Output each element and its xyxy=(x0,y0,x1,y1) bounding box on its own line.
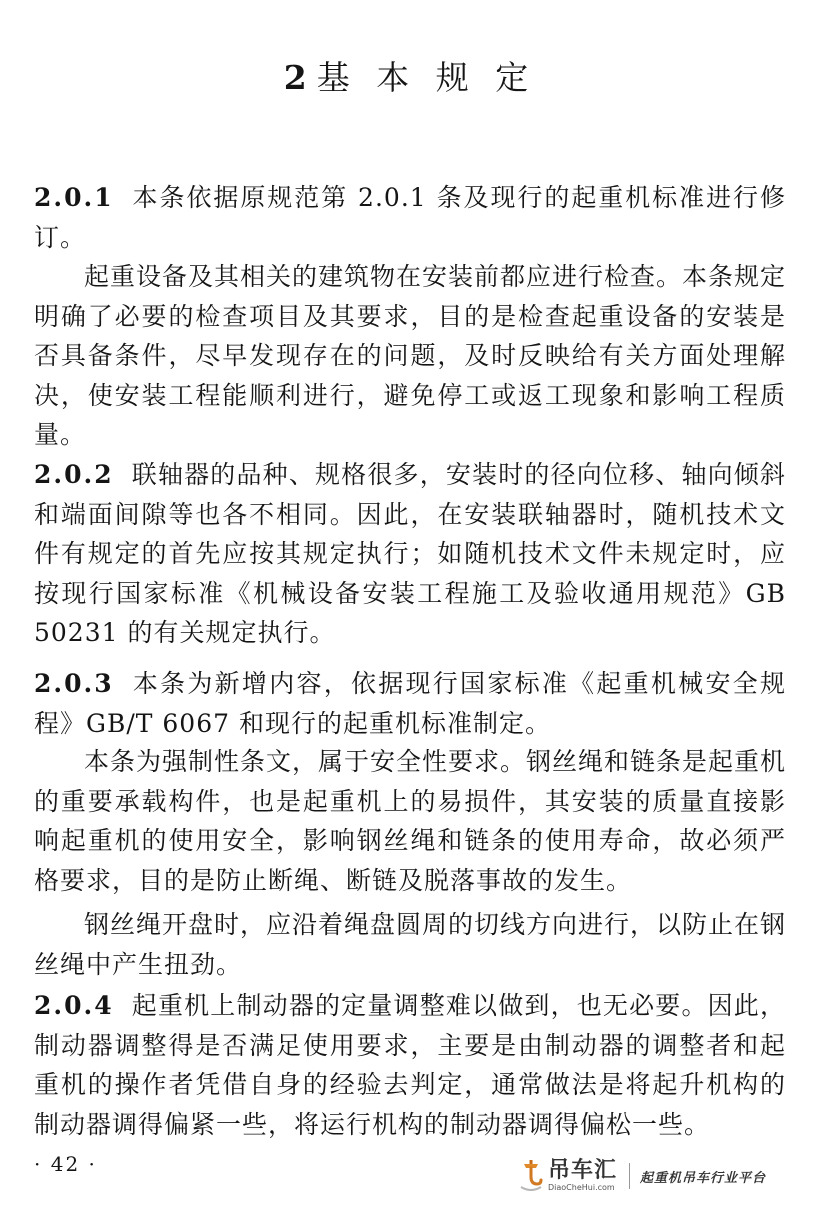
clause-number: 2.0.4 xyxy=(34,991,114,1020)
body-paragraph xyxy=(34,905,786,984)
clause-text: 起重机上制动器的定量调整难以做到，也无必要。因此，制动器调整得是否满足使用要求，主要是由制动器的调整者和起重机的操作者凭借自身的经验去判定，通常做法是将起升机构的制动器调得偏紧一些，将运行机构的制动器调得偏松一些。 xyxy=(34,991,786,1139)
clause-number: 2.0.1 xyxy=(34,183,114,212)
clause-paragraph xyxy=(34,178,786,257)
clause-text: 联轴器的品种、规格很多，安装时的径向位移、轴向倾斜和端面间隙等也各不相同。因此，在安装联轴器时，随机技术文件有规定的首先应按其规定执行；如随机技术文件未规定时，应按现行国家标准《机械设备安装工程施工及验收通用规范》GB 50231 的有关规定执行。 xyxy=(34,460,786,647)
watermark-brand: 吊车汇 xyxy=(548,1158,618,1183)
body-paragraph xyxy=(34,742,786,900)
page-number: · 42 · xyxy=(34,1152,97,1176)
body-paragraph xyxy=(34,257,786,455)
paragraph-text: 本条为强制性条文，属于安全性要求。钢丝绳和链条是起重机的重要承载构件，也是起重机上的易损件，其安装的质量直接影响起重机的使用安全，影响钢丝绳和链条的使用寿命，故必须严格要求，目的是防止断绳、断链及脱落事故的发生。 xyxy=(34,747,787,895)
chapter-number: 2 xyxy=(283,58,307,97)
paragraph-text: 钢丝绳开盘时，应沿着绳盘圆周的切线方向进行，以防止在钢丝绳中产生扭劲。 xyxy=(34,910,787,979)
clause-number: 2.0.2 xyxy=(34,460,114,489)
clause-paragraph xyxy=(34,664,786,743)
watermark-domain: DiaoCheHui.com xyxy=(548,1183,615,1192)
clause-text: 本条为新增内容，依据现行国家标准《起重机械安全规程》GB/T 6067 和现行的起重机标准制定。 xyxy=(34,669,786,738)
watermark-slogan: 起重机吊车行业平台 xyxy=(640,1170,767,1186)
watermark-divider xyxy=(629,1163,630,1189)
watermark-logo xyxy=(518,1156,766,1196)
chapter-title-text: 基 本 规 定 xyxy=(316,58,537,97)
paragraph-text: 起重设备及其相关的建筑物在安装前都应进行检查。本条规定明确了必要的检查项目及其要求，目的是检查起重设备的安装是否具备条件，尽早发现存在的问题，及时反映给有关方面处理解决，使安装工程能顺利进行，避免停工或返工现象和影响工程质量。 xyxy=(34,262,787,449)
clause-number: 2.0.3 xyxy=(34,669,114,698)
clause-paragraph xyxy=(34,455,786,653)
clause-text: 本条依据原规范第 2.0.1 条及现行的起重机标准进行修订。 xyxy=(34,183,786,252)
clause-paragraph xyxy=(34,986,786,1144)
crane-hook-icon xyxy=(518,1159,544,1193)
chapter-title xyxy=(0,52,820,99)
